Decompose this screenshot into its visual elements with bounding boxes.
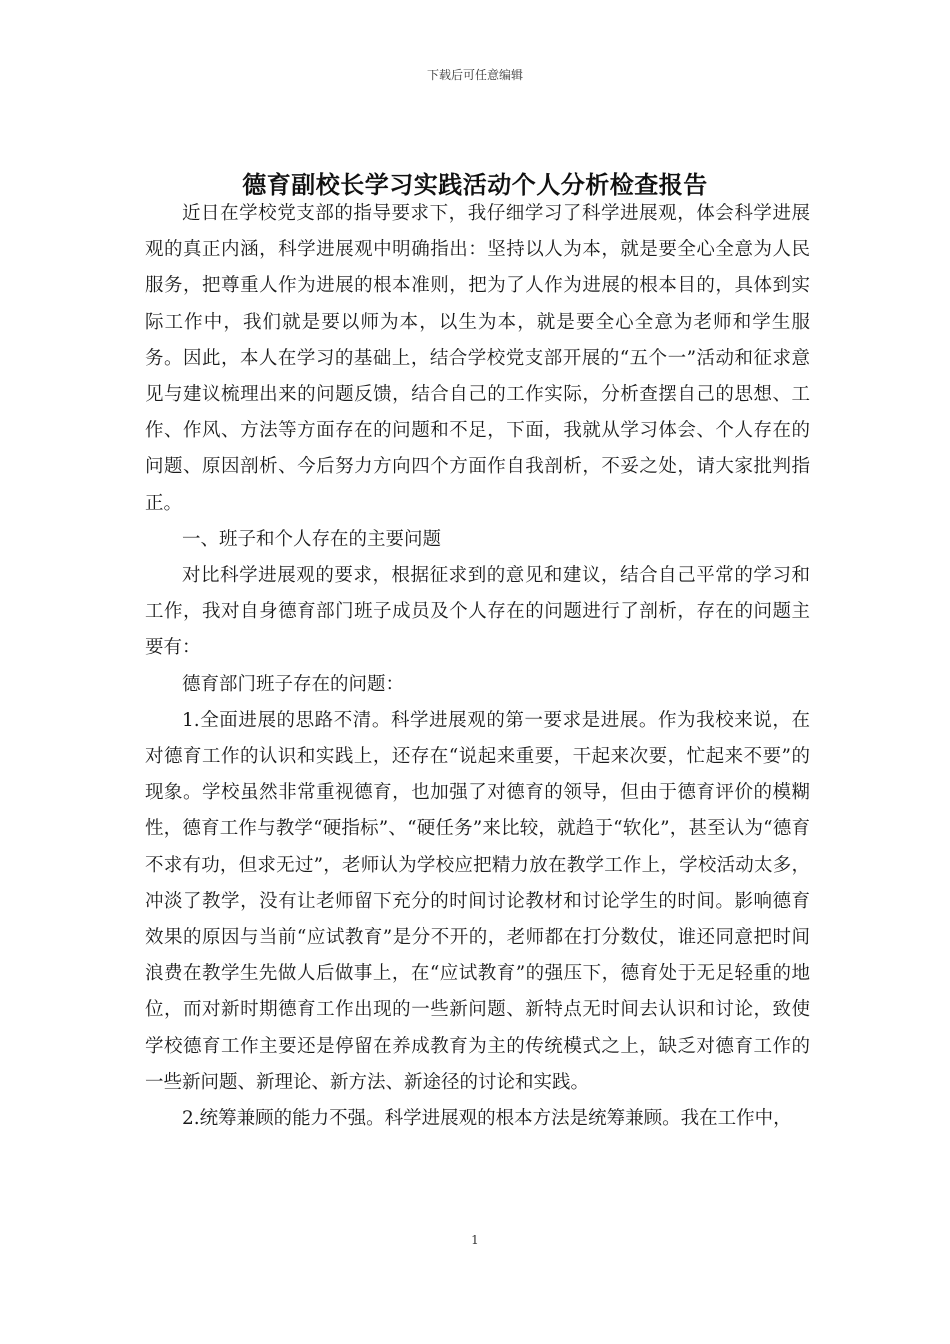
paragraph-item-1: 1.全面进展的思路不清。科学进展观的第一要求是进展。作为我校来说，在对德育工作的认识和实践上，还存在“说起来重要，干起来次要，忙起来不要”的现象。学校虽然非常重视德育，也加强了对德育的领导，但由于德育评价的模糊性，德育工作与教学“硬指标”、“硬任务”来比较，就趋于“软化”，甚至认为“德育不求有功，但求无过”，老师认为学校应把精力放在教学工作上，学校活动太多，冲淡了教学，没有让老师留下充分的时间讨论教材和讨论学生的时间。影响德育效果的原因与当前“应试教育”是分不开的，老师都在打分数仗，谁还同意把时间浪费在教学生先做人后做事上，在“应试教育”的强压下，德育处于无足轻重的地位，而对新时期德育工作出现的一些新问题、新特点无时间去认识和讨论，致使学校德育工作主要还是停留在养成教育为主的传统模式之上，缺乏对德育工作的一些新问题、新理论、新方法、新途径的讨论和实践。: [145, 709, 810, 1093]
paragraph-intro: 近日在学校党支部的指导要求下，我仔细学习了科学进展观，体会科学进展观的真正内涵，科学进展观中明确指出：坚持以人为本，就是要全心全意为人民服务，把尊重人作为进展的根本准则，把为了人作为进展的根本目的，具体到实际工作中，我们就是要以师为本，以生为本，就是要全心全意为老师和学生服务。因此，本人在学习的基础上，结合学校党支部开展的“五个一”活动和征求意见与建议梳理出来的问题反馈，结合自己的工作实际，分析查摆自己的思想、工作、作风、方法等方面存在的问题和不足，下面，我就从学习体会、个人存在的问题、原因剖析、今后努力方向四个方面作自我剖析，不妥之处，请大家批判指正。: [145, 203, 810, 514]
page-title: 德育副校长学习实践活动个人分析检查报告: [242, 170, 708, 200]
paragraph: 对比科学进展观的要求，根据征求到的意见和建议，结合自己平常的学习和工作，我对自身德育部门班子成员及个人存在的问题进行了剖析，存在的问题主要有：: [145, 565, 810, 659]
page-number: 1: [471, 1233, 479, 1247]
document-body: [145, 196, 810, 1137]
section-heading: 一、班子和个人存在的主要问题: [182, 528, 442, 550]
header-note: 下载后可任意编辑: [426, 68, 523, 82]
subsection-heading: 德育部门班子存在的问题：: [182, 673, 405, 695]
paragraph-item-2: 2.统筹兼顾的能力不强。科学进展观的根本方法是统筹兼顾。我在工作中，: [182, 1108, 792, 1130]
